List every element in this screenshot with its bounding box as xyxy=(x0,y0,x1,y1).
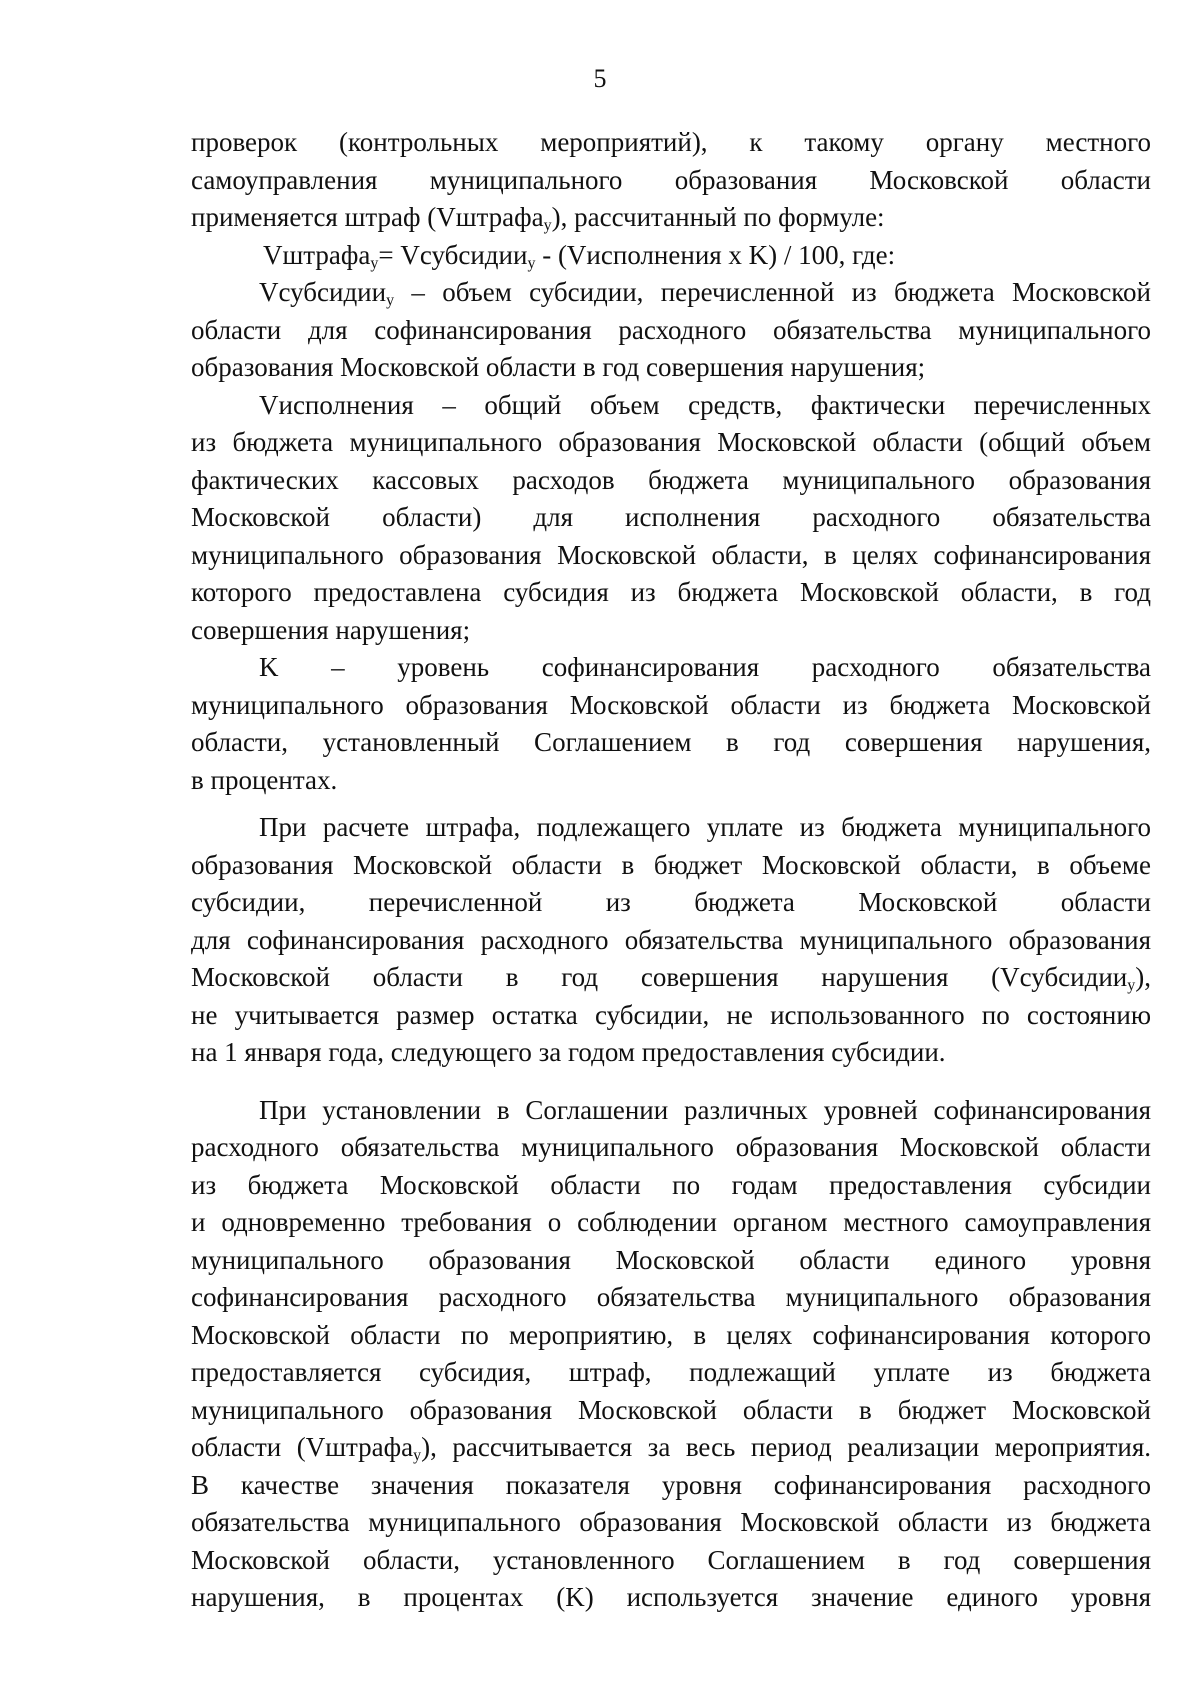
subscript: у xyxy=(543,217,552,234)
subscript: у xyxy=(527,254,536,272)
subscript: у xyxy=(370,254,379,272)
subscript: у xyxy=(413,1447,422,1464)
text-line: Московской области в год совершения нарушения (Vсубсидии$_у$), xyxy=(191,962,1151,994)
text-line: В качестве значения показателя уровня софинансирования расходного xyxy=(191,1469,1151,1500)
text-line: области для софинансирования расходного обязательства муниципального xyxy=(191,314,1151,345)
paragraph-gap xyxy=(191,1072,1151,1092)
subscript: у xyxy=(1127,977,1136,994)
text-line: проверок (контрольных мероприятий), к такому органу местного xyxy=(191,127,1151,157)
text-line: K – уровень софинансирования расходного обязательства xyxy=(259,652,1151,682)
page-number: 5 xyxy=(593,64,607,93)
text-line: и одновременно требования о соблюдении органом местного самоуправления xyxy=(191,1207,1151,1237)
text-line: на 1 января года, следующего за годом предоставления субсидии. xyxy=(191,1037,946,1067)
text-line: При установлении в Соглашении различных уровней софинансирования xyxy=(259,1094,1151,1125)
subscript: у xyxy=(386,292,395,309)
text-line: самоуправления муниципального образования Московской области xyxy=(191,164,1151,195)
document-body xyxy=(191,124,1151,1617)
text-line: которого предоставлена субсидия из бюджета Московской области, в год xyxy=(191,577,1151,607)
text-line: Vисполнения – общий объем средств, фактически перечисленных xyxy=(259,389,1151,420)
text-line: обязательства муниципального образования Московской области из бюджета xyxy=(191,1507,1151,1537)
text-line: в процентах. xyxy=(191,764,338,795)
text-line: Vсубсидии$_у$ – объем субсидии, перечисленной из бюджета Московской xyxy=(259,277,1151,309)
text-line: расходного обязательства муниципального образования Московской области xyxy=(191,1132,1151,1162)
text-line: не учитывается размер остатка субсидии, не использованного по состоянию xyxy=(191,999,1151,1030)
text-line: муниципального образования Московской области, в целях софинансирования xyxy=(191,539,1151,570)
text-line: При расчете штрафа, подлежащего уплате из бюджета муниципального xyxy=(259,812,1151,842)
text-line: фактических кассовых расходов бюджета муниципального образования xyxy=(191,464,1151,495)
text-line: муниципального образования Московской области в бюджет Московской xyxy=(191,1394,1151,1425)
text-line: предоставляется субсидия, штраф, подлежащий уплате из бюджета xyxy=(191,1357,1151,1387)
text-line: из бюджета муниципального образования Московской области (общий объем xyxy=(191,427,1151,457)
text-line: субсидии, перечисленной из бюджета Московской области xyxy=(191,887,1151,917)
text-line: нарушения, в процентах (K) используется значение единого уровня xyxy=(191,1582,1151,1612)
text-line: муниципального образования Московской области единого уровня xyxy=(191,1244,1151,1275)
text-line: образования Московской области в год совершения нарушения; xyxy=(191,352,926,382)
text-line: Московской области, установленного Соглашением в год совершения xyxy=(191,1544,1151,1575)
text-line: муниципального образования Московской области из бюджета Московской xyxy=(191,689,1151,720)
text-line: Московской области по мероприятию, в целях софинансирования которого xyxy=(191,1319,1151,1350)
text-line: совершения нарушения; xyxy=(191,614,471,645)
text-line: области (Vштрафа$_у$), рассчитывается за весь период реализации мероприятия. xyxy=(191,1432,1151,1464)
text-line: применяется штраф (Vштрафа$_у$), рассчитанный по формуле: xyxy=(191,202,885,234)
text-line: области, установленный Соглашением в год совершения нарушения, xyxy=(191,727,1151,757)
text-line: из бюджета Московской области по годам предоставления субсидии xyxy=(191,1169,1151,1200)
paragraph-gap xyxy=(191,799,1151,809)
text-line: образования Московской области в бюджет Московской области, в объеме xyxy=(191,849,1151,880)
text-line: софинансирования расходного обязательства муниципального образования xyxy=(191,1282,1151,1312)
text-line: Vштрафа$_у$= Vсубсидии$_у$ - (Vисполнения x K) / 100, где: xyxy=(263,239,896,272)
text-line: для софинансирования расходного обязательства муниципального образования xyxy=(191,924,1151,955)
text-line: Московской области) для исполнения расходного обязательства xyxy=(191,502,1151,532)
